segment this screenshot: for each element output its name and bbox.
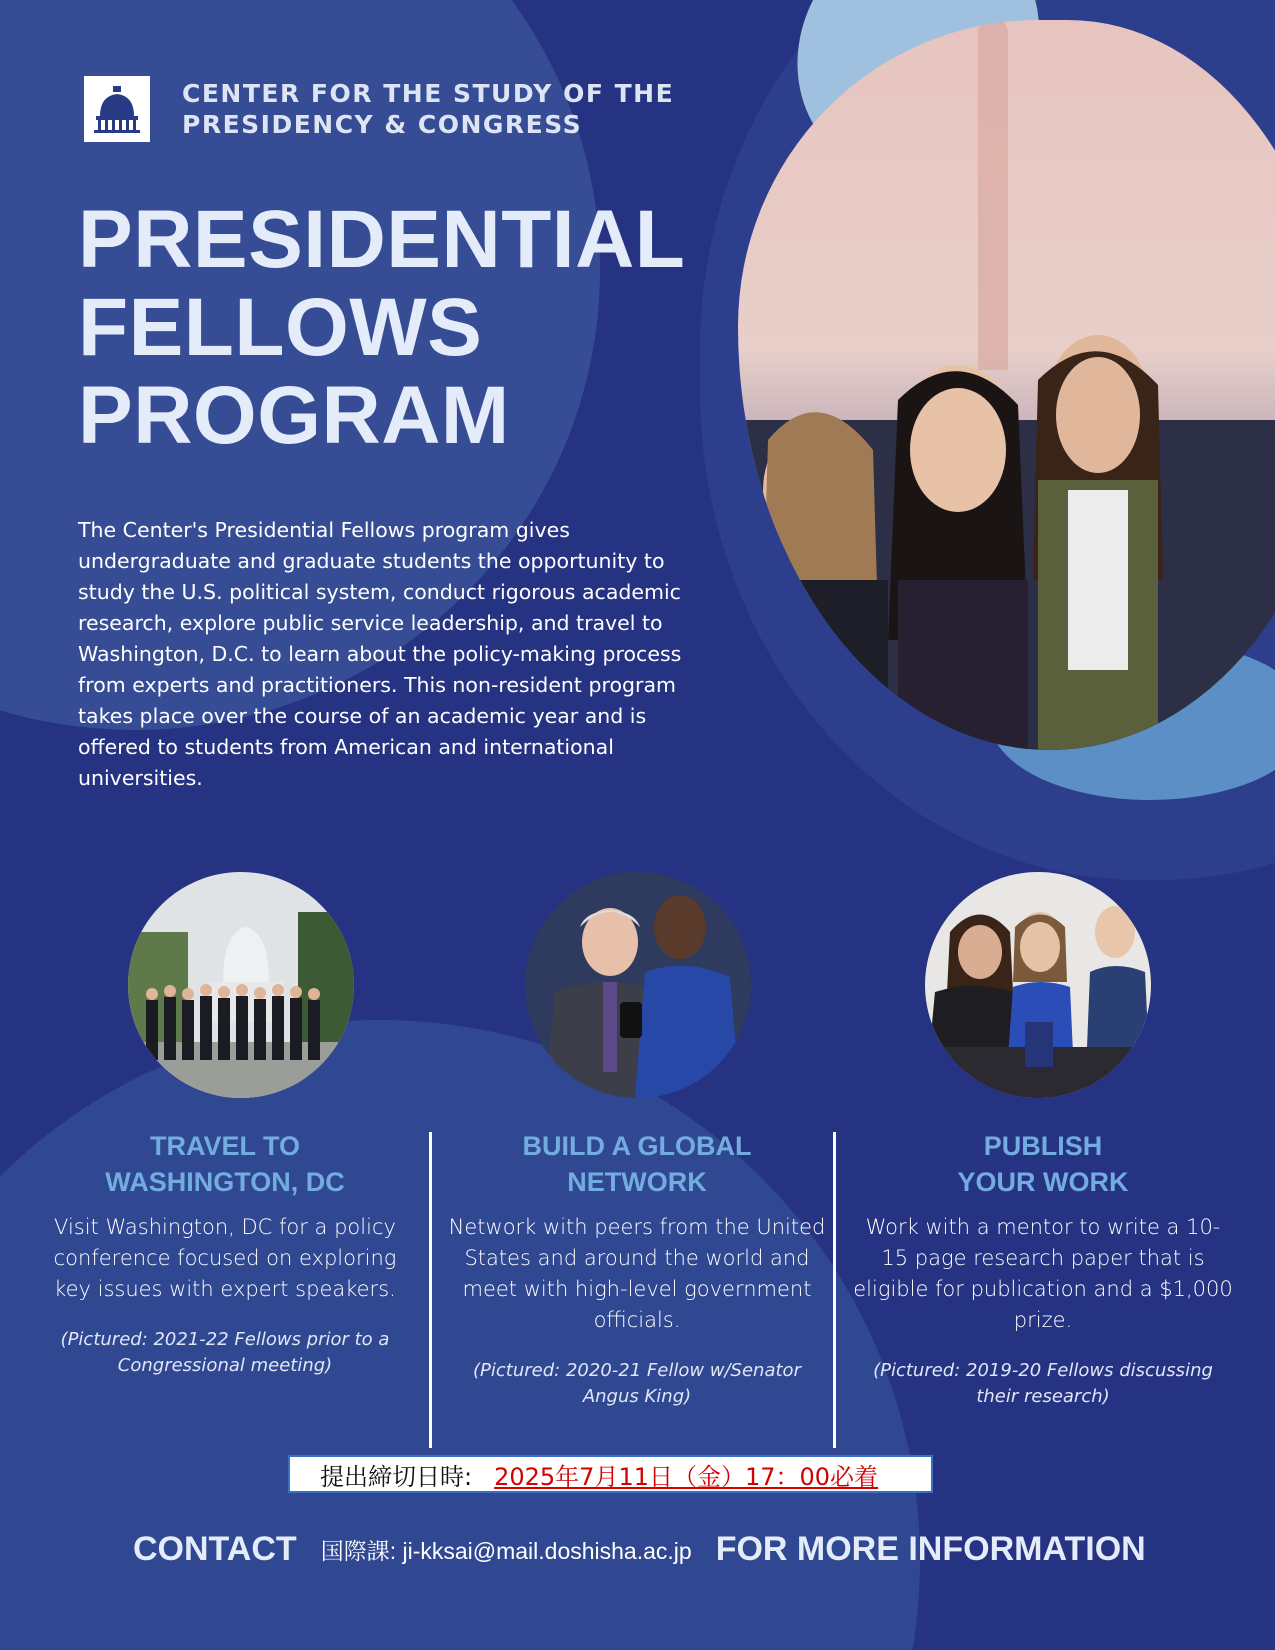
deadline-box (288, 1455, 933, 1493)
feature-title-line2: NETWORK (567, 1167, 707, 1197)
feature-description: Network with peers from the United States and around the world and meet with high-level government officials. (448, 1215, 826, 1332)
feature-photo-capitol (128, 872, 354, 1098)
feature-publish (853, 1128, 1233, 1410)
feature-title (447, 1128, 827, 1200)
page-title (78, 196, 685, 460)
column-divider (429, 1132, 432, 1448)
feature-photo-research (925, 872, 1151, 1098)
feature-caption: (Pictured: 2021-22 Fellows prior to a Congressional meeting) (60, 1329, 390, 1376)
title-line3: PROGRAM (78, 370, 510, 461)
feature-title-line2: WASHINGTON, DC (105, 1167, 345, 1197)
deadline-label: 提出締切日時: (320, 1462, 473, 1491)
title-line1: PRESIDENTIAL (78, 194, 686, 285)
column-divider (833, 1132, 836, 1448)
feature-photo-senator (525, 872, 751, 1098)
contact-row (133, 1527, 1193, 1571)
org-name-line1: CENTER FOR THE STUDY OF THE (182, 79, 675, 108)
contact-label: CONTACT (133, 1529, 297, 1568)
feature-travel (35, 1128, 415, 1379)
feature-caption: (Pictured: 2020-21 Fellow w/Senator Angus King) (473, 1360, 801, 1407)
intro-paragraph: The Center's Presidential Fellows program gives undergraduate and graduate students the opportunity to study the U.S. political system, conduct rigorous academic research, explore public service leadership, and travel to Washington, D.C. to learn about the policy-making process from experts and practitioners. This non-resident program takes place over the course of an academic year and is offered to students from American and international universities. (78, 518, 682, 790)
contact-email-link[interactable]: 国際課: ji-kksai@mail.doshisha.ac.jp (320, 1537, 692, 1564)
feature-title (853, 1128, 1233, 1200)
feature-title (35, 1128, 415, 1200)
org-name-line2: PRESIDENCY & CONGRESS (182, 110, 583, 139)
capitol-dome-icon (84, 76, 150, 142)
feature-title-line2: YOUR WORK (957, 1167, 1129, 1197)
feature-description: Work with a mentor to write a 10-15 page research paper that is eligible for publication and a $1,000 prize. (853, 1215, 1233, 1332)
feature-description: Visit Washington, DC for a policy conference focused on exploring key issues with expert speakers. (53, 1215, 397, 1301)
feature-title-line1: PUBLISH (983, 1131, 1103, 1161)
deadline-value: 2025年7月11日（金）17：00必着 (494, 1462, 879, 1491)
title-line2: FELLOWS (78, 282, 483, 373)
org-name (182, 78, 674, 140)
feature-caption: (Pictured: 2019-20 Fellows discussing their research) (873, 1360, 1213, 1407)
feature-title-line1: TRAVEL TO (149, 1131, 301, 1161)
feature-network (447, 1128, 827, 1410)
more-info-label: FOR MORE INFORMATION (715, 1529, 1146, 1568)
feature-title-line1: BUILD A GLOBAL (522, 1131, 752, 1161)
